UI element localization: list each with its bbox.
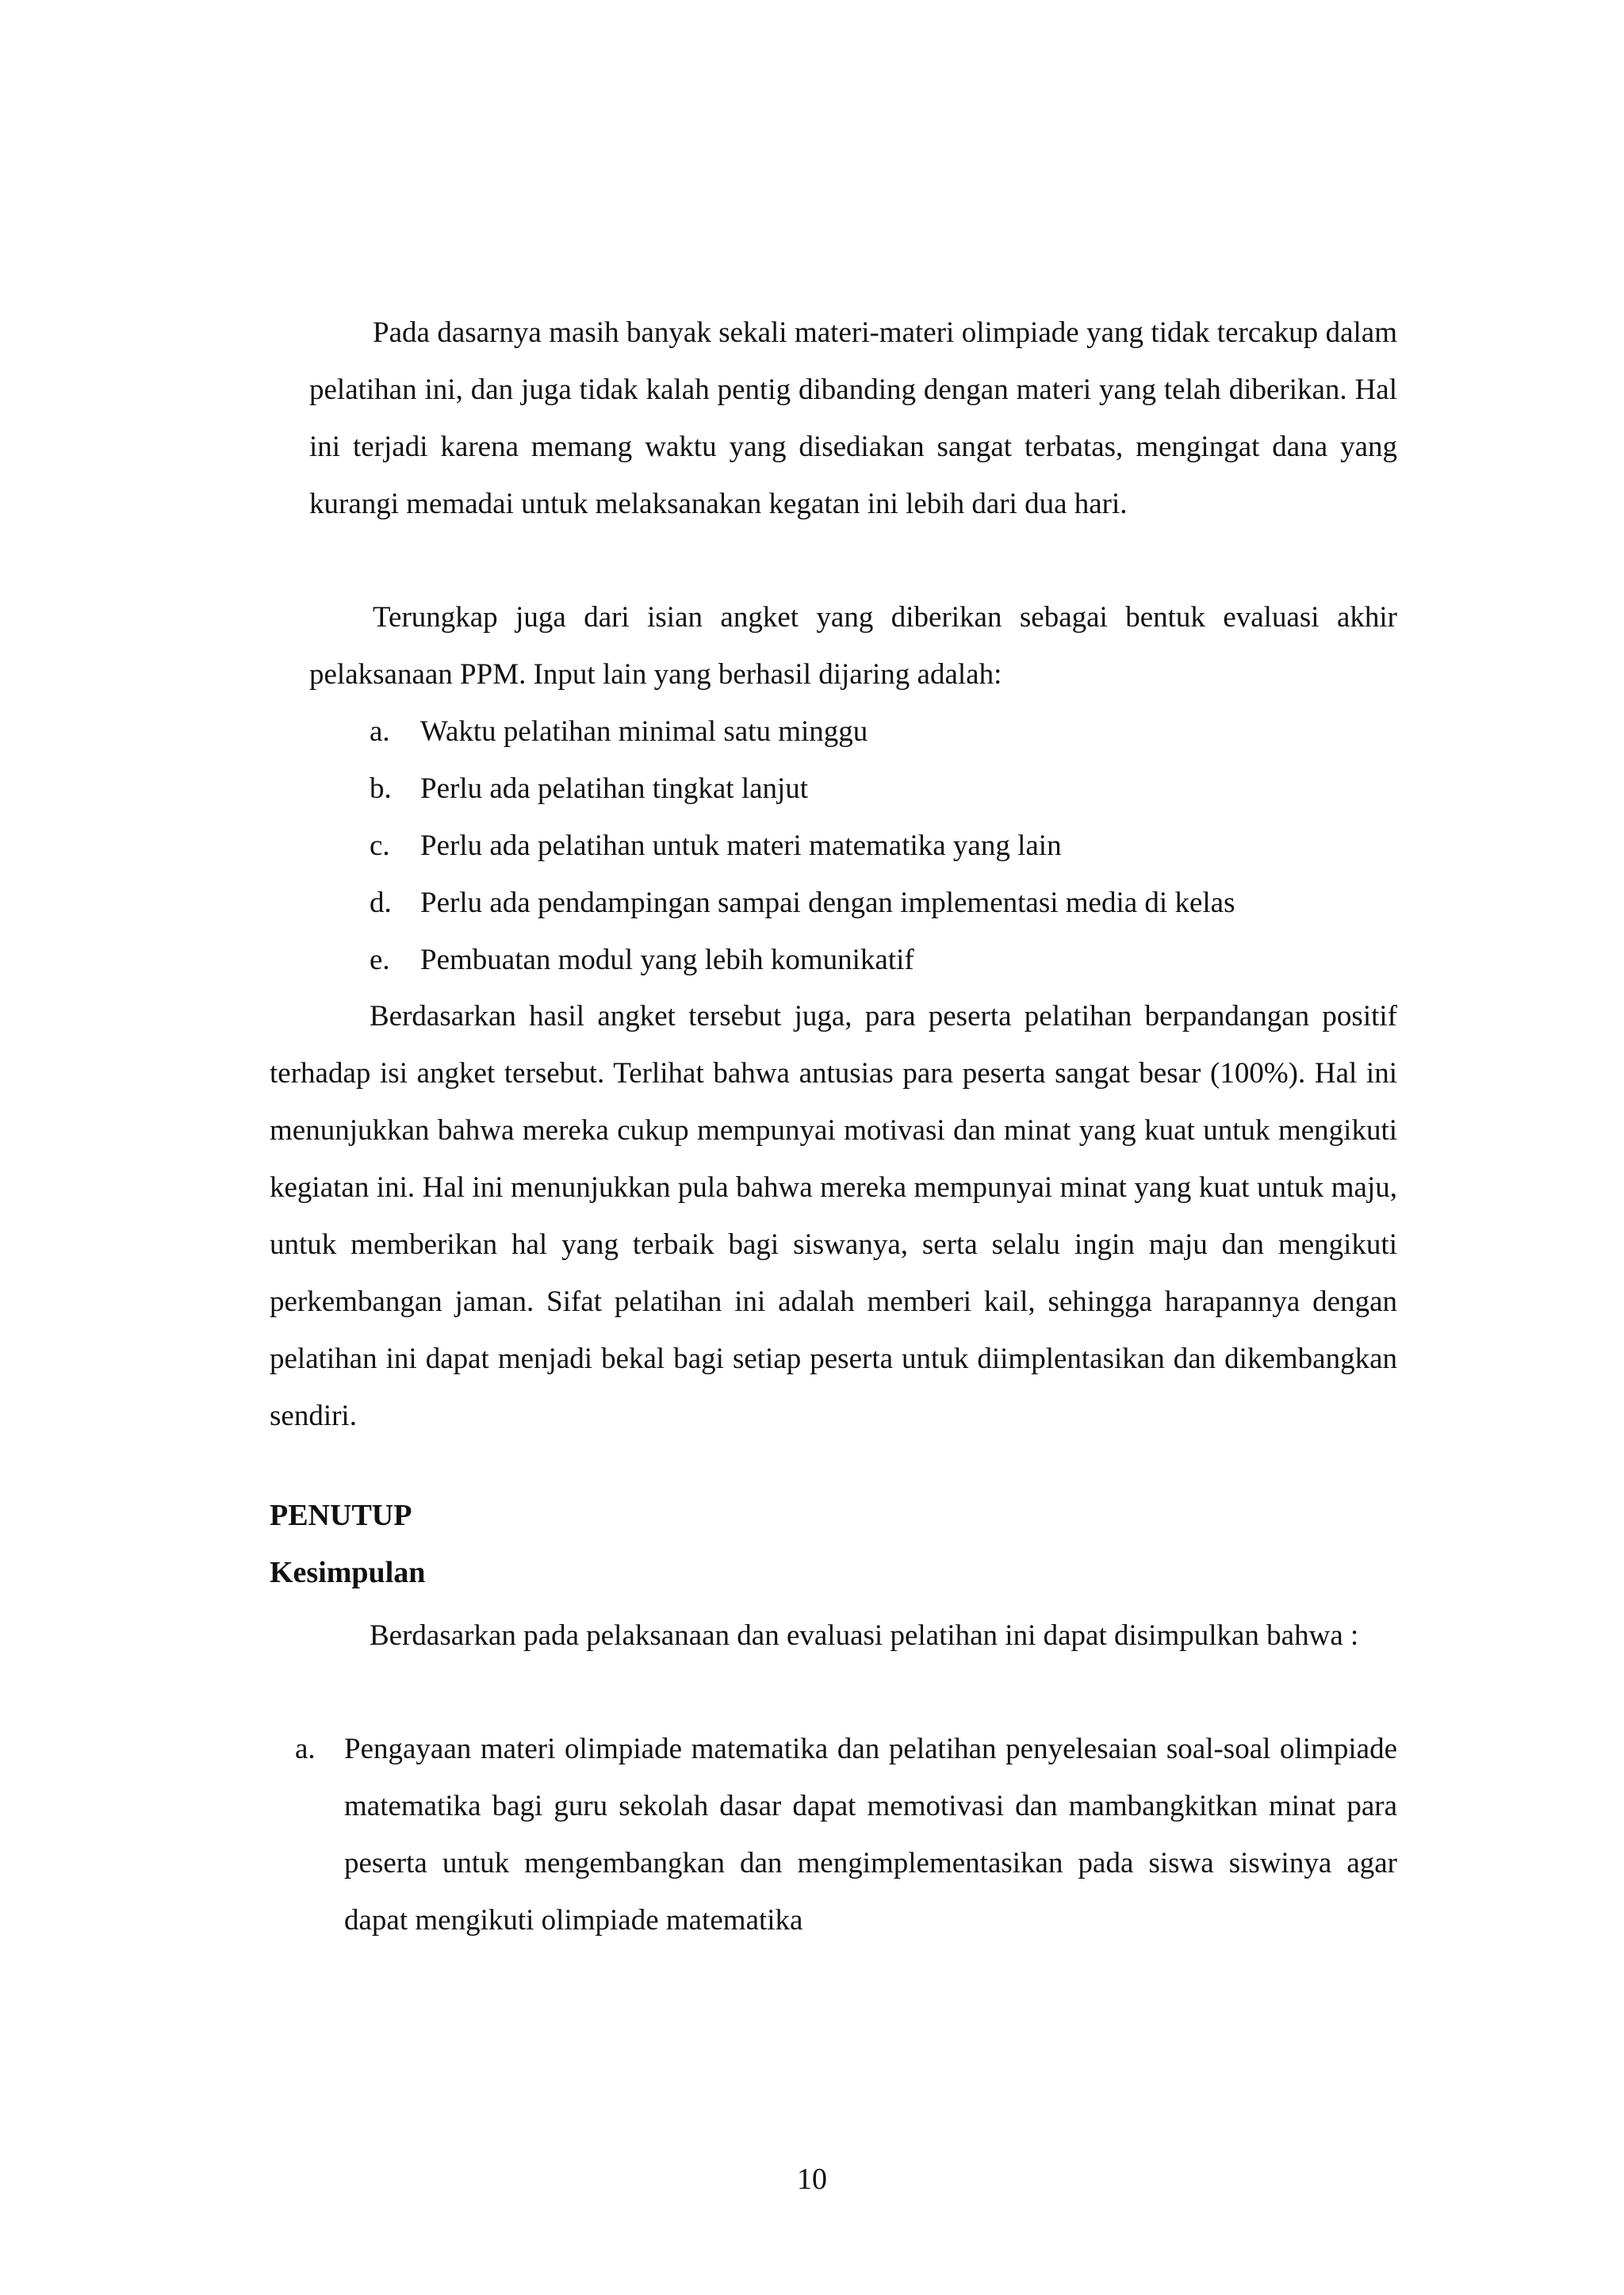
- list-marker: d.: [370, 887, 392, 919]
- paragraph-angket-evaluasi: Terungkap juga dari isian angket yang diberikan sebagai bentuk evaluasi akhir pelaksanaan PPM. Input lain yang berhasil dijaring adalah:: [309, 601, 1397, 691]
- list-item-text: Perlu ada pelatihan tingkat lanjut: [420, 772, 809, 805]
- list-marker: a.: [370, 715, 390, 748]
- list-marker: b.: [370, 772, 392, 805]
- list-marker: c.: [370, 829, 390, 862]
- page-number: 10: [797, 2163, 827, 2196]
- list-item: [370, 818, 1400, 875]
- list-item-text: Pembuatan modul yang lebih komunikatif: [420, 944, 914, 976]
- list-item-text: Pengayaan materi olimpiade matematika dan pelatihan penyelesaian soal-soal olimpiade matematika bagi guru sekolah dasar dapat memotivasi dan mambangkitkan minat para peserta untuk mengembangkan dan mengimplementasikan pada siswa siswinya agar dapat mengikuti olimpiade matematika: [344, 1733, 1397, 1937]
- paragraph-hasil-angket: Berdasarkan hasil angket tersebut juga, para peserta pelatihan berpandangan positif terhadap isi angket tersebut. Terlihat bahwa antusias para peserta sangat besar (100%). Hal ini menunjukkan bahwa mereka cukup mempunyai motivasi dan minat yang kuat untuk mengikuti kegiatan ini. Hal ini menunjukkan pula bahwa mereka mempunyai minat yang kuat untuk maju, untuk memberikan hal yang terbaik bagi siswanya, serta selalu ingin maju dan mengikuti perkembangan jaman. Sifat pelatihan ini adalah memberi kail, sehingga harapannya dengan pelatihan ini dapat menjadi bekal bagi setiap peserta untuk diimplentasikan dan dikembangkan sendiri.: [270, 1000, 1397, 1432]
- input-list: [370, 703, 1400, 989]
- paragraph-kesimpulan-intro: Berdasarkan pada pelaksanaan dan evaluasi pelatihan ini dapat disimpulkan bahwa :: [370, 1619, 1359, 1652]
- list-marker: e.: [370, 944, 390, 976]
- section-heading: PENUTUP: [270, 1499, 412, 1532]
- list-item: [370, 932, 1400, 989]
- list-item: [370, 875, 1400, 932]
- paragraph-materi-olimpiade: Pada dasarnya masih banyak sekali materi-materi olimpiade yang tidak tercakup dalam pelatihan ini, dan juga tidak kalah pentig dibanding dengan materi yang telah diberikan. Hal ini terjadi karena memang waktu yang disediakan sangat terbatas, mengingat dana yang kurangi memadai untuk melaksanakan kegatan ini lebih dari dua hari.: [309, 316, 1397, 520]
- list-item: [295, 1721, 1397, 1949]
- list-item-text: Perlu ada pendampingan sampai dengan implementasi media di kelas: [420, 887, 1235, 919]
- list-marker: a.: [295, 1733, 316, 1765]
- list-item: [370, 703, 1400, 761]
- list-item: [370, 761, 1400, 818]
- subsection-heading: Kesimpulan: [270, 1556, 426, 1589]
- conclusion-list: [295, 1721, 1397, 1949]
- list-item-text: Perlu ada pelatihan untuk materi matematika yang lain: [420, 829, 1062, 862]
- list-item-text: Waktu pelatihan minimal satu minggu: [420, 715, 868, 748]
